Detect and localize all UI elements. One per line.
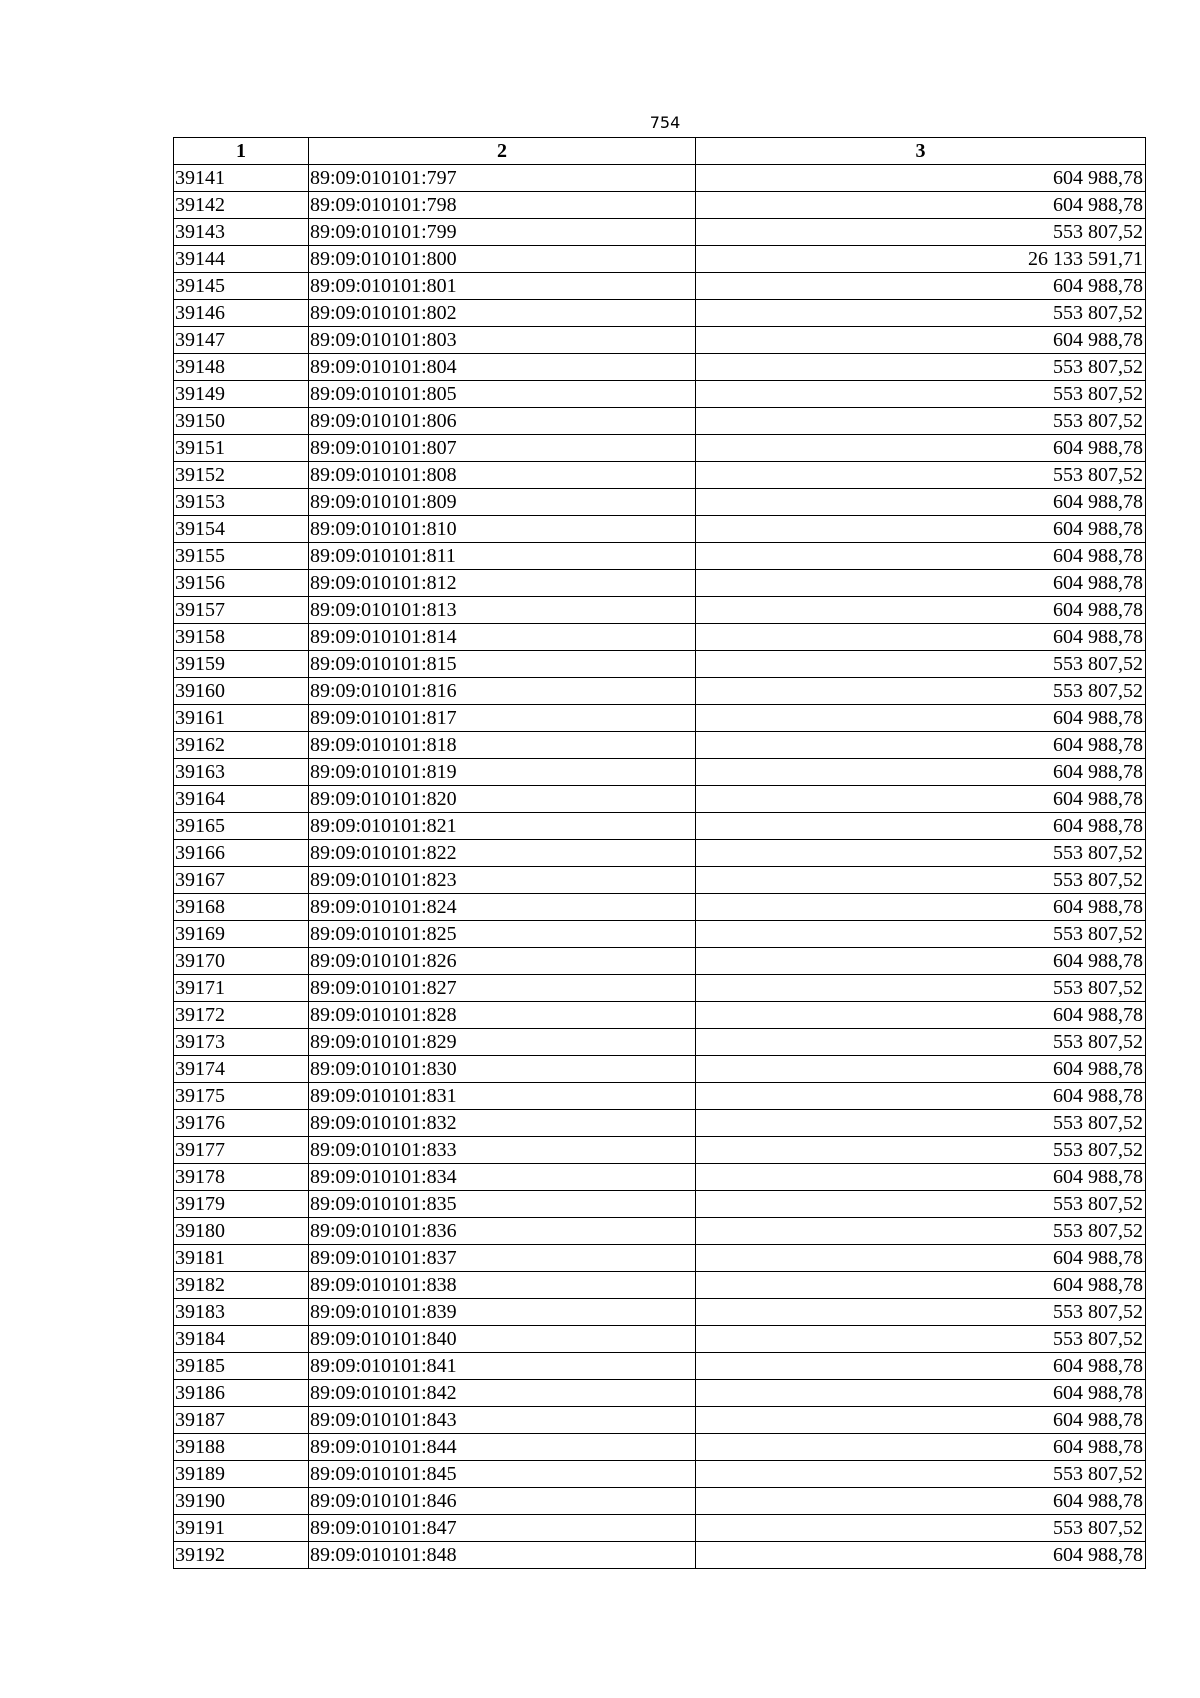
table-row — [174, 543, 1146, 570]
row-number-cell: 39191 — [174, 1515, 309, 1542]
table-row — [174, 1461, 1146, 1488]
table-row — [174, 1407, 1146, 1434]
header-row — [174, 138, 1146, 165]
row-number-cell: 39181 — [174, 1245, 309, 1272]
table-row — [174, 246, 1146, 273]
value-cell: 604 988,78 — [696, 813, 1146, 840]
row-number-cell: 39183 — [174, 1299, 309, 1326]
table-row — [174, 1056, 1146, 1083]
table-row — [174, 435, 1146, 462]
cadastral-number-cell: 89:09:010101:827 — [309, 975, 696, 1002]
table-row — [174, 813, 1146, 840]
table-row — [174, 921, 1146, 948]
value-cell: 604 988,78 — [696, 948, 1146, 975]
cadastral-number-cell: 89:09:010101:848 — [309, 1542, 696, 1569]
row-number-cell: 39163 — [174, 759, 309, 786]
cadastral-number-cell: 89:09:010101:822 — [309, 840, 696, 867]
row-number-cell: 39178 — [174, 1164, 309, 1191]
row-number-cell: 39151 — [174, 435, 309, 462]
table-row — [174, 1083, 1146, 1110]
value-cell: 553 807,52 — [696, 408, 1146, 435]
cadastral-number-cell: 89:09:010101:819 — [309, 759, 696, 786]
value-cell: 604 988,78 — [696, 759, 1146, 786]
cadastral-number-cell: 89:09:010101:843 — [309, 1407, 696, 1434]
table-header — [174, 138, 1146, 165]
value-cell: 604 988,78 — [696, 1056, 1146, 1083]
table-row — [174, 678, 1146, 705]
value-cell: 604 988,78 — [696, 1407, 1146, 1434]
table-row — [174, 354, 1146, 381]
column-header-1: 1 — [174, 138, 309, 165]
value-cell: 604 988,78 — [696, 192, 1146, 219]
value-cell: 553 807,52 — [696, 867, 1146, 894]
cadastral-number-cell: 89:09:010101:835 — [309, 1191, 696, 1218]
row-number-cell: 39166 — [174, 840, 309, 867]
row-number-cell: 39188 — [174, 1434, 309, 1461]
cadastral-number-cell: 89:09:010101:797 — [309, 165, 696, 192]
cadastral-number-cell: 89:09:010101:837 — [309, 1245, 696, 1272]
value-cell: 553 807,52 — [696, 300, 1146, 327]
table-row — [174, 975, 1146, 1002]
cadastral-number-cell: 89:09:010101:825 — [309, 921, 696, 948]
row-number-cell: 39158 — [174, 624, 309, 651]
value-cell: 553 807,52 — [696, 840, 1146, 867]
value-cell: 553 807,52 — [696, 1326, 1146, 1353]
cadastral-number-cell: 89:09:010101:836 — [309, 1218, 696, 1245]
table-row — [174, 165, 1146, 192]
cadastral-number-cell: 89:09:010101:829 — [309, 1029, 696, 1056]
row-number-cell: 39190 — [174, 1488, 309, 1515]
value-cell: 553 807,52 — [696, 1461, 1146, 1488]
cadastral-number-cell: 89:09:010101:838 — [309, 1272, 696, 1299]
page-number: 754 — [649, 113, 681, 132]
value-cell: 604 988,78 — [696, 732, 1146, 759]
row-number-cell: 39160 — [174, 678, 309, 705]
row-number-cell: 39159 — [174, 651, 309, 678]
table-row — [174, 1488, 1146, 1515]
table-row — [174, 327, 1146, 354]
table-row — [174, 462, 1146, 489]
table-row — [174, 1353, 1146, 1380]
value-cell: 604 988,78 — [696, 1542, 1146, 1569]
value-cell: 604 988,78 — [696, 597, 1146, 624]
cadastral-number-cell: 89:09:010101:813 — [309, 597, 696, 624]
row-number-cell: 39143 — [174, 219, 309, 246]
row-number-cell: 39154 — [174, 516, 309, 543]
value-cell: 604 988,78 — [696, 543, 1146, 570]
row-number-cell: 39165 — [174, 813, 309, 840]
value-cell: 553 807,52 — [696, 1029, 1146, 1056]
cadastral-number-cell: 89:09:010101:845 — [309, 1461, 696, 1488]
row-number-cell: 39177 — [174, 1137, 309, 1164]
table-row — [174, 273, 1146, 300]
table-row — [174, 1110, 1146, 1137]
cadastral-number-cell: 89:09:010101:810 — [309, 516, 696, 543]
table-row — [174, 732, 1146, 759]
cadastral-number-cell: 89:09:010101:806 — [309, 408, 696, 435]
value-cell: 604 988,78 — [696, 1272, 1146, 1299]
table-row — [174, 894, 1146, 921]
row-number-cell: 39189 — [174, 1461, 309, 1488]
value-cell: 604 988,78 — [696, 1488, 1146, 1515]
row-number-cell: 39192 — [174, 1542, 309, 1569]
value-cell: 604 988,78 — [696, 1164, 1146, 1191]
table-row — [174, 1272, 1146, 1299]
value-cell: 553 807,52 — [696, 219, 1146, 246]
table-row — [174, 786, 1146, 813]
table-row — [174, 948, 1146, 975]
value-cell: 604 988,78 — [696, 165, 1146, 192]
row-number-cell: 39142 — [174, 192, 309, 219]
cadastral-number-cell: 89:09:010101:814 — [309, 624, 696, 651]
cadastral-number-cell: 89:09:010101:844 — [309, 1434, 696, 1461]
value-cell: 553 807,52 — [696, 921, 1146, 948]
cadastral-number-cell: 89:09:010101:809 — [309, 489, 696, 516]
table-row — [174, 570, 1146, 597]
value-cell: 553 807,52 — [696, 381, 1146, 408]
cadastral-number-cell: 89:09:010101:820 — [309, 786, 696, 813]
table-row — [174, 597, 1146, 624]
table-row — [174, 759, 1146, 786]
cadastral-number-cell: 89:09:010101:816 — [309, 678, 696, 705]
cadastral-number-cell: 89:09:010101:828 — [309, 1002, 696, 1029]
row-number-cell: 39146 — [174, 300, 309, 327]
cadastral-number-cell: 89:09:010101:801 — [309, 273, 696, 300]
value-cell: 553 807,52 — [696, 354, 1146, 381]
table-row — [174, 1245, 1146, 1272]
cadastral-number-cell: 89:09:010101:826 — [309, 948, 696, 975]
value-cell: 604 988,78 — [696, 1380, 1146, 1407]
value-cell: 604 988,78 — [696, 435, 1146, 462]
row-number-cell: 39148 — [174, 354, 309, 381]
row-number-cell: 39174 — [174, 1056, 309, 1083]
cadastral-number-cell: 89:09:010101:807 — [309, 435, 696, 462]
value-cell: 604 988,78 — [696, 273, 1146, 300]
row-number-cell: 39173 — [174, 1029, 309, 1056]
table-row — [174, 1299, 1146, 1326]
row-number-cell: 39150 — [174, 408, 309, 435]
value-cell: 553 807,52 — [696, 651, 1146, 678]
value-cell: 553 807,52 — [696, 1515, 1146, 1542]
table-body — [174, 165, 1146, 1569]
row-number-cell: 39147 — [174, 327, 309, 354]
row-number-cell: 39180 — [174, 1218, 309, 1245]
row-number-cell: 39182 — [174, 1272, 309, 1299]
row-number-cell: 39176 — [174, 1110, 309, 1137]
cadastral-number-cell: 89:09:010101:832 — [309, 1110, 696, 1137]
table-row — [174, 840, 1146, 867]
table-row — [174, 1164, 1146, 1191]
cadastral-number-cell: 89:09:010101:842 — [309, 1380, 696, 1407]
row-number-cell: 39172 — [174, 1002, 309, 1029]
table-row — [174, 1191, 1146, 1218]
value-cell: 604 988,78 — [696, 1245, 1146, 1272]
cadastral-number-cell: 89:09:010101:839 — [309, 1299, 696, 1326]
cadastral-number-cell: 89:09:010101:804 — [309, 354, 696, 381]
table-row — [174, 489, 1146, 516]
cadastral-number-cell: 89:09:010101:846 — [309, 1488, 696, 1515]
value-cell: 553 807,52 — [696, 1137, 1146, 1164]
value-cell: 553 807,52 — [696, 462, 1146, 489]
cadastral-number-cell: 89:09:010101:803 — [309, 327, 696, 354]
value-cell: 604 988,78 — [696, 516, 1146, 543]
row-number-cell: 39155 — [174, 543, 309, 570]
table-row — [174, 1002, 1146, 1029]
row-number-cell: 39144 — [174, 246, 309, 273]
table-row — [174, 1434, 1146, 1461]
cadastral-number-cell: 89:09:010101:817 — [309, 705, 696, 732]
table-row — [174, 408, 1146, 435]
cadastral-number-cell: 89:09:010101:824 — [309, 894, 696, 921]
value-cell: 604 988,78 — [696, 489, 1146, 516]
value-cell: 553 807,52 — [696, 678, 1146, 705]
value-cell: 553 807,52 — [696, 1191, 1146, 1218]
row-number-cell: 39175 — [174, 1083, 309, 1110]
value-cell: 604 988,78 — [696, 786, 1146, 813]
table-row — [174, 1218, 1146, 1245]
cadastral-number-cell: 89:09:010101:840 — [309, 1326, 696, 1353]
row-number-cell: 39149 — [174, 381, 309, 408]
table-row — [174, 1542, 1146, 1569]
cadastral-number-cell: 89:09:010101:847 — [309, 1515, 696, 1542]
table-row — [174, 867, 1146, 894]
table-row — [174, 1326, 1146, 1353]
value-cell: 604 988,78 — [696, 327, 1146, 354]
value-cell: 604 988,78 — [696, 1434, 1146, 1461]
row-number-cell: 39167 — [174, 867, 309, 894]
cadastral-number-cell: 89:09:010101:834 — [309, 1164, 696, 1191]
value-cell: 553 807,52 — [696, 975, 1146, 1002]
value-cell: 604 988,78 — [696, 1002, 1146, 1029]
row-number-cell: 39164 — [174, 786, 309, 813]
value-cell: 26 133 591,71 — [696, 246, 1146, 273]
row-number-cell: 39156 — [174, 570, 309, 597]
column-header-2: 2 — [309, 138, 696, 165]
table-row — [174, 1515, 1146, 1542]
row-number-cell: 39186 — [174, 1380, 309, 1407]
row-number-cell: 39169 — [174, 921, 309, 948]
row-number-cell: 39171 — [174, 975, 309, 1002]
row-number-cell: 39187 — [174, 1407, 309, 1434]
value-cell: 553 807,52 — [696, 1110, 1146, 1137]
cadastral-number-cell: 89:09:010101:805 — [309, 381, 696, 408]
cadastral-number-cell: 89:09:010101:821 — [309, 813, 696, 840]
table-row — [174, 1029, 1146, 1056]
value-cell: 604 988,78 — [696, 1083, 1146, 1110]
table-row — [174, 1380, 1146, 1407]
cadastral-number-cell: 89:09:010101:841 — [309, 1353, 696, 1380]
data-table — [173, 137, 1146, 1569]
cadastral-number-cell: 89:09:010101:812 — [309, 570, 696, 597]
value-cell: 604 988,78 — [696, 894, 1146, 921]
cadastral-number-cell: 89:09:010101:802 — [309, 300, 696, 327]
cadastral-number-cell: 89:09:010101:830 — [309, 1056, 696, 1083]
row-number-cell: 39170 — [174, 948, 309, 975]
row-number-cell: 39162 — [174, 732, 309, 759]
row-number-cell: 39152 — [174, 462, 309, 489]
cadastral-number-cell: 89:09:010101:799 — [309, 219, 696, 246]
row-number-cell: 39185 — [174, 1353, 309, 1380]
row-number-cell: 39153 — [174, 489, 309, 516]
value-cell: 553 807,52 — [696, 1299, 1146, 1326]
value-cell: 604 988,78 — [696, 1353, 1146, 1380]
cadastral-number-cell: 89:09:010101:800 — [309, 246, 696, 273]
cadastral-number-cell: 89:09:010101:815 — [309, 651, 696, 678]
value-cell: 553 807,52 — [696, 1218, 1146, 1245]
value-cell: 604 988,78 — [696, 624, 1146, 651]
row-number-cell: 39145 — [174, 273, 309, 300]
table-row — [174, 381, 1146, 408]
table-row — [174, 624, 1146, 651]
table-row — [174, 1137, 1146, 1164]
row-number-cell: 39184 — [174, 1326, 309, 1353]
cadastral-number-cell: 89:09:010101:798 — [309, 192, 696, 219]
cadastral-number-cell: 89:09:010101:823 — [309, 867, 696, 894]
row-number-cell: 39161 — [174, 705, 309, 732]
row-number-cell: 39179 — [174, 1191, 309, 1218]
cadastral-number-cell: 89:09:010101:808 — [309, 462, 696, 489]
cadastral-number-cell: 89:09:010101:811 — [309, 543, 696, 570]
cadastral-number-cell: 89:09:010101:818 — [309, 732, 696, 759]
table-row — [174, 192, 1146, 219]
value-cell: 604 988,78 — [696, 705, 1146, 732]
table-row — [174, 516, 1146, 543]
table-row — [174, 219, 1146, 246]
table-row — [174, 300, 1146, 327]
table-row — [174, 705, 1146, 732]
column-header-3: 3 — [696, 138, 1146, 165]
table-row — [174, 651, 1146, 678]
row-number-cell: 39157 — [174, 597, 309, 624]
cadastral-number-cell: 89:09:010101:833 — [309, 1137, 696, 1164]
cadastral-number-cell: 89:09:010101:831 — [309, 1083, 696, 1110]
value-cell: 604 988,78 — [696, 570, 1146, 597]
row-number-cell: 39141 — [174, 165, 309, 192]
row-number-cell: 39168 — [174, 894, 309, 921]
